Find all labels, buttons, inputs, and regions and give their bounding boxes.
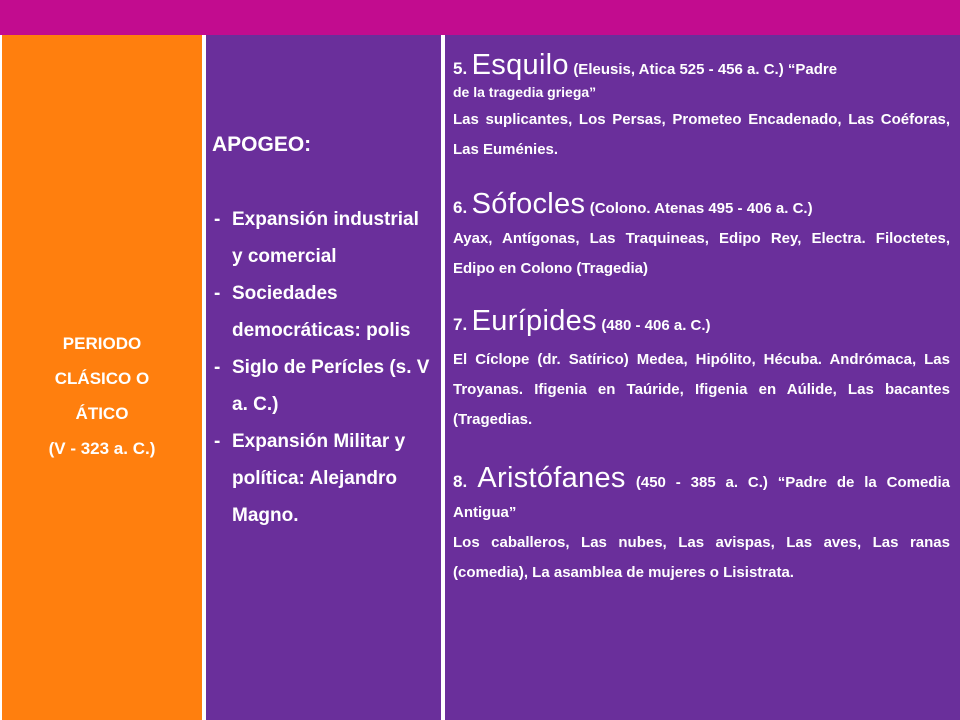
author-number: 6. xyxy=(453,198,468,217)
author-name: Esquilo xyxy=(471,49,569,81)
period-line-1: PERIODO xyxy=(62,334,142,353)
author-works: Los caballeros, Las nubes, Las avispas, Las aves, Las ranas (comedia), La asamblea de mujeres o Lisistrata. xyxy=(453,534,950,581)
author-works: El Cíclope (dr. Satírico) Medea, Hipólito, Hécuba. Andrómaca, Las Troyanas. Ifigenia en Taúride, Ifigenia en Aúlide, Las bacantes (Tragedias. xyxy=(453,351,950,428)
apogeo-item-sociedades: - Sociedades democráticas: polis xyxy=(212,275,432,349)
authors-list xyxy=(453,48,950,588)
author-heading xyxy=(453,187,950,226)
author-info: (480 - 406 a. C.) xyxy=(601,317,711,334)
author-heading xyxy=(453,304,950,343)
author-info: (Colono. Atenas 495 - 406 a. C.) xyxy=(589,200,813,217)
apogeo-section xyxy=(212,131,432,534)
author-info: (450 - 385 a. C.) “Padre de la Comedia Antigua” xyxy=(453,474,950,521)
period-cell xyxy=(0,35,204,720)
apogeo-list xyxy=(212,201,432,534)
apogeo-item-militar: - Expansión Militar y política: Alejandro Magno. xyxy=(212,423,432,534)
author-number: 8. xyxy=(453,472,468,491)
author-number: 7. xyxy=(453,315,468,334)
period-line-3: ÁTICO xyxy=(75,404,129,423)
author-info: (Eleusis, Atica 525 - 456 a. C.) “Padre xyxy=(573,61,838,78)
author-works: Las suplicantes, Los Persas, Prometeo Encadenado, Las Coéforas, Las Euménies. xyxy=(453,111,950,158)
author-name: Sófocles xyxy=(471,188,586,220)
period-line-2: CLÁSICO O xyxy=(54,369,150,388)
author-esquilo xyxy=(453,48,950,165)
author-number: 5. xyxy=(453,59,468,78)
period-label xyxy=(2,326,202,466)
top-banner xyxy=(0,0,960,35)
author-heading xyxy=(453,463,950,528)
author-name: Eurípides xyxy=(471,305,597,337)
author-subtitle: de la tragedia griega” xyxy=(453,84,597,100)
author-works: Ayax, Antígonas, Las Traquineas, Edipo Rey, Electra. Filoctetes, Edipo en Colono (Tragedia) xyxy=(453,230,950,277)
period-dates: (V - 323 a. C.) xyxy=(48,439,156,458)
author-name: Aristófanes xyxy=(477,462,626,494)
apogeo-heading: APOGEO: xyxy=(212,133,312,156)
apogeo-item-siglo: - Siglo de Perícles (s. V a. C.) xyxy=(212,349,432,423)
author-euripides xyxy=(453,304,950,435)
apogeo-item-expansion: - Expansión industrial y comercial xyxy=(212,201,432,275)
author-sofocles xyxy=(453,187,950,284)
author-aristofanes xyxy=(453,463,950,588)
